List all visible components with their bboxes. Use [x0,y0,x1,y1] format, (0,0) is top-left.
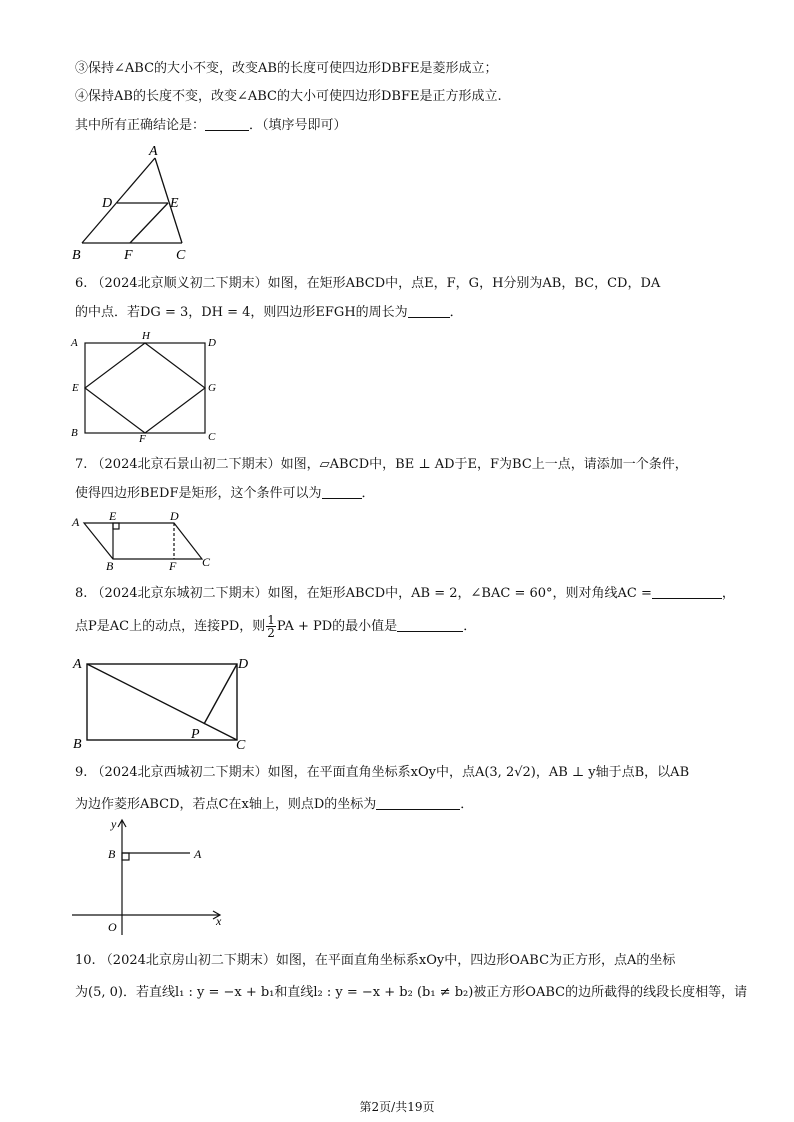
q9-line2 [75,795,473,814]
fraction-denominator: 2 [267,626,275,640]
answer-blank-6[interactable] [408,303,450,318]
q8-line2-tail: ． [463,619,477,634]
fig7-label-C: C [202,555,211,569]
fig6-label-C: C [208,431,216,443]
fig8-label-C: C [236,738,246,753]
figure-q5 [70,143,200,263]
q8-line2 [75,614,476,639]
fig7-label-A: A [72,515,80,529]
q8-line1-tail: ， [721,586,735,601]
fig5-label-E: E [170,196,179,211]
q9-line1: 9. （2024北京西城初二下期末）如图，在平面直角坐标系xOy中，点A(3, 2√2)，AB ⊥ y轴于点B，以AB [75,765,690,780]
fig6-label-G: G [208,382,216,394]
fig9-label-O: O [108,920,117,934]
figure-q7 [70,508,220,572]
figure-q9 [70,815,230,940]
prompt-text: 其中所有正确结论是： [75,118,206,133]
fig5-label-A: A [149,144,158,159]
q6-line2-text: 的中点．若DG = 3，DH = 4，则四边形EFGH的周长为 [75,305,408,320]
page-footer: 第2页/共19页 [359,1100,435,1114]
answer-blank-8a[interactable] [652,584,722,599]
fig9-label-A: A [194,847,202,861]
fig8-label-B: B [73,737,82,752]
q10-line2: 为(5, 0)．若直线l₁ : y = −x + b₁和直线l₂ : y = −x + b₂ (b₁ ≠ b₂)被正方形OABC的边所截得的线段长度相等，请 [75,985,748,1000]
fig6-label-F: F [139,433,146,445]
answer-blank-7[interactable] [322,484,362,499]
q8-line1 [75,584,735,603]
q8-line2-text: 点P是AC上的动点，连接PD，则 [75,619,266,634]
q6-line2 [75,303,463,322]
prompt-tail: ．（填序号即可） [249,118,347,133]
fig8-label-D: D [238,657,249,672]
fig6-label-D: D [208,337,216,349]
fig9-label-x: x [216,914,222,928]
answer-blank-9[interactable] [376,795,460,810]
answer-blank-8b[interactable] [397,617,463,632]
q8-line2-expr: PA + PD的最小值是 [276,619,398,634]
fig7-label-B: B [106,559,114,573]
fig6-label-B: B [71,427,78,439]
fig7-label-D: D [170,509,179,523]
fig5-label-D: D [102,196,113,211]
fig7-label-E: E [109,509,117,523]
q8-line1-text: 8. （2024北京东城初二下期末）如图，在矩形ABCD中，AB = 2，∠BAC = 60°，则对角线AC = [75,586,652,601]
fraction-numerator: 1 [267,613,275,627]
q6-line2-tail: ． [449,305,463,320]
q6-line1: 6. （2024北京顺义初二下期末）如图，在矩形ABCD中，点E，F，G，H分别为AB，BC，CD，DA [75,276,661,291]
fig5-label-C: C [176,248,186,263]
fig9-label-y: y [111,817,117,831]
answer-blank-5[interactable] [205,116,249,131]
fig6-label-A: A [71,337,78,349]
statement-3: ③保持∠ABC的大小不变，改变AB的长度可使四边形DBFE是菱形成立； [75,61,498,76]
fig8-label-A: A [73,657,82,672]
q9-line2-text: 为边作菱形ABCD，若点C在x轴上，则点D的坐标为 [75,797,377,812]
statement-4: ④保持AB的长度不变，改变∠ABC的大小可使四边形DBFE是正方形成立. [75,89,502,104]
q9-line2-tail: ． [460,797,474,812]
fig9-label-B: B [108,847,116,861]
figure-q8 [70,652,260,754]
fig7-label-F: F [169,559,177,573]
q10-line1: 10. （2024北京房山初二下期末）如图，在平面直角坐标系xOy中，四边形OABC为正方形，点A的坐标 [75,953,676,968]
fig5-label-F: F [124,248,133,263]
q7-line2-tail: ． [361,486,375,501]
q7-line1: 7. （2024北京石景山初二下期末）如图，▱ABCD中，BE ⊥ AD于E，F为BC上一点，请添加一个条件， [75,457,688,472]
fig5-label-B: B [72,248,81,263]
question-prompt [75,116,347,135]
fig6-label-E: E [72,382,79,394]
fig8-label-P: P [191,727,200,742]
q7-line2 [75,484,375,503]
fig6-label-H: H [142,330,150,342]
q7-line2-text: 使得四边形BEDF是矩形，这个条件可以为 [75,486,322,501]
fraction-one-half [266,614,276,639]
figure-q6 [68,330,228,445]
